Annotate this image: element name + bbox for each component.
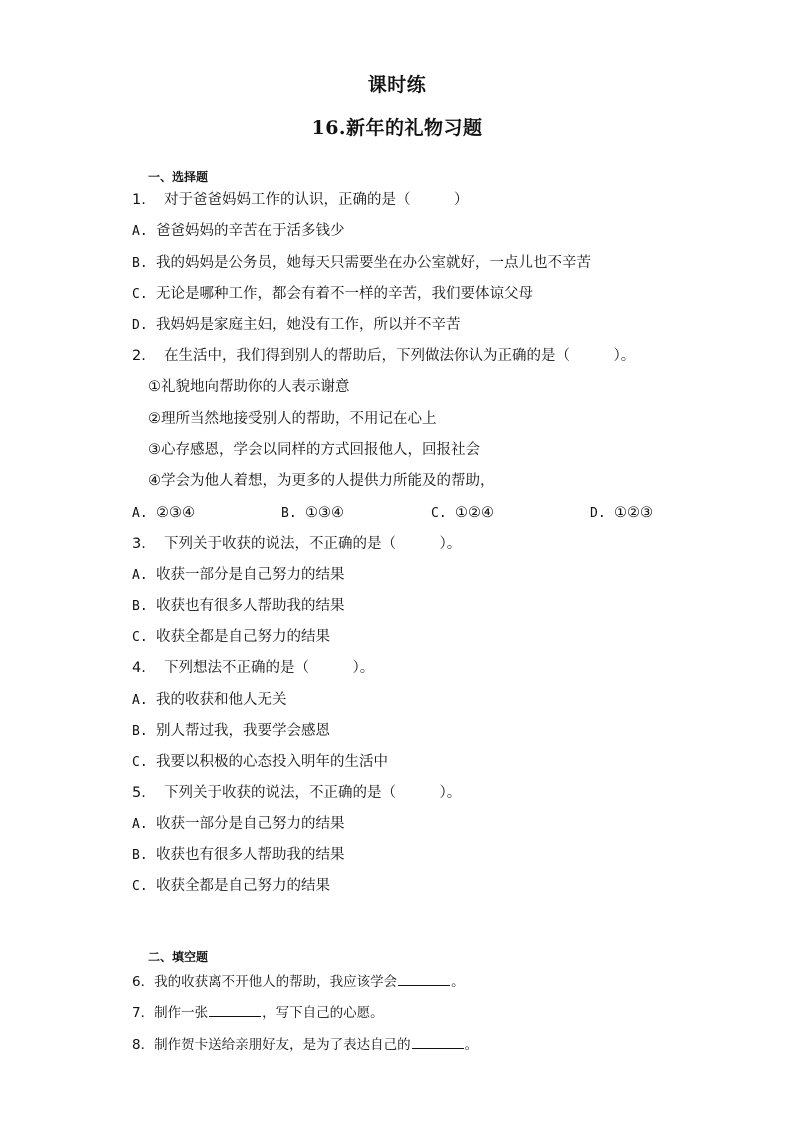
option-letter: B. <box>132 256 148 271</box>
option-text: ②③④ <box>156 505 195 521</box>
question-stem: 下列关于收获的说法，不正确的是（ ）。 <box>164 536 462 552</box>
option-b <box>132 253 591 274</box>
option-letter: B. <box>132 848 148 863</box>
option-a <box>132 690 287 711</box>
option-text: ①③④ <box>305 505 344 521</box>
option-letter: A. <box>132 693 148 708</box>
option-letter: D. <box>590 506 606 521</box>
option-c <box>132 876 330 897</box>
option-text: ①②④ <box>455 505 494 521</box>
option-c <box>132 752 388 773</box>
fill-question-7 <box>132 1002 384 1023</box>
option-d <box>590 503 653 524</box>
option-letter: C. <box>431 506 447 521</box>
option-a <box>132 503 195 524</box>
question-number: 2. <box>132 348 146 364</box>
question-number: 3. <box>132 536 146 552</box>
option-letter: D. <box>132 318 148 333</box>
option-text: ①②③ <box>614 505 653 521</box>
option-letter: A. <box>132 224 148 239</box>
option-letter: C. <box>132 755 148 770</box>
question-stem: 对于爸爸妈妈工作的认识，正确的是（ ） <box>164 192 469 208</box>
option-text: 收获也有很多人帮助我的结果 <box>156 598 345 614</box>
option-text: 我妈妈是家庭主妇，她没有工作，所以并不辛苦 <box>156 317 461 333</box>
option-text: 收获一部分是自己努力的结果 <box>156 567 345 583</box>
option-text: 爸爸妈妈的辛苦在于活多钱少 <box>156 223 345 239</box>
question-text: 7．制作一张 <box>132 1005 209 1021</box>
statement-4: ④学会为他人着想，为更多的人提供力所能及的帮助， <box>148 473 495 489</box>
question-4 <box>132 658 374 678</box>
page-subtitle: 16.新年的礼物习题 <box>311 117 483 139</box>
option-letter: B. <box>132 724 148 739</box>
question-text-end: 。 <box>464 1037 479 1053</box>
question-3 <box>132 534 461 554</box>
question-stem: 下列关于收获的说法，不正确的是（ ）。 <box>164 785 462 801</box>
option-letter: A. <box>132 568 148 583</box>
section-heading-choice: 一、选择题 <box>148 170 209 184</box>
option-letter: B. <box>281 506 297 521</box>
option-b <box>132 721 330 742</box>
option-text: 我的收获和他人无关 <box>156 692 287 708</box>
page-title: 课时练 <box>367 74 427 96</box>
option-c <box>132 627 330 648</box>
question-5 <box>132 783 461 803</box>
option-text: 我的妈妈是公务员，她每天只需要坐在办公室就好，一点儿也不辛苦 <box>156 255 591 271</box>
statement-1: ①礼貌地向帮助你的人表示谢意 <box>148 379 350 395</box>
fill-question-8 <box>132 1034 478 1055</box>
option-letter: A. <box>132 817 148 832</box>
option-text: 我要以积极的心态投入明年的生活中 <box>156 754 388 770</box>
question-text-end: 。 <box>451 974 465 990</box>
option-letter: B. <box>132 599 148 614</box>
question-text: 6．我的收获离不开他人的帮助，我应该学会 <box>132 974 398 990</box>
statement-3: ③心存感恩，学会以同样的方式回报他人，回报社会 <box>148 442 480 458</box>
question-number: 5. <box>132 785 146 801</box>
option-b <box>132 845 345 866</box>
question-number: 4. <box>132 660 146 676</box>
option-b <box>281 503 344 524</box>
statement-2: ②理所当然地接受别人的帮助，不用记在心上 <box>148 411 437 427</box>
question-stem: 在生活中，我们得到别人的帮助后，下列做法你认为正确的是（ ）。 <box>164 348 636 364</box>
option-letter: C. <box>132 630 148 645</box>
option-text: 收获一部分是自己努力的结果 <box>156 816 345 832</box>
question-text: 8．制作贺卡送给亲朋好友，是为了表达自己的 <box>132 1037 411 1053</box>
question-1 <box>132 190 469 210</box>
option-text: 收获也有很多人帮助我的结果 <box>156 847 345 863</box>
fill-question-6 <box>132 971 465 992</box>
option-a <box>132 814 345 835</box>
option-letter: C. <box>132 879 148 894</box>
option-letter: A. <box>132 506 148 521</box>
option-text: 无论是哪种工作，都会有着不一样的辛苦，我们要体谅父母 <box>156 286 533 302</box>
question-2 <box>132 346 635 366</box>
option-d <box>132 315 461 336</box>
question-stem: 下列想法不正确的是（ ）。 <box>164 660 375 676</box>
option-c <box>431 503 494 524</box>
option-text: 收获全都是自己努力的结果 <box>156 629 330 645</box>
question-number: 1. <box>132 192 146 208</box>
section-heading-fill: 二、填空题 <box>148 950 209 964</box>
option-text: 收获全都是自己努力的结果 <box>156 878 330 894</box>
option-c <box>132 284 533 305</box>
option-letter: C. <box>132 287 148 302</box>
option-a <box>132 565 345 586</box>
answer-blank[interactable] <box>412 1034 464 1049</box>
option-text: 别人帮过我，我要学会感恩 <box>156 723 330 739</box>
answer-blank[interactable] <box>398 971 450 986</box>
option-a <box>132 221 345 242</box>
question-text-end: ，写下自己的心愿。 <box>262 1005 384 1021</box>
answer-blank[interactable] <box>209 1002 261 1017</box>
option-b <box>132 596 345 617</box>
